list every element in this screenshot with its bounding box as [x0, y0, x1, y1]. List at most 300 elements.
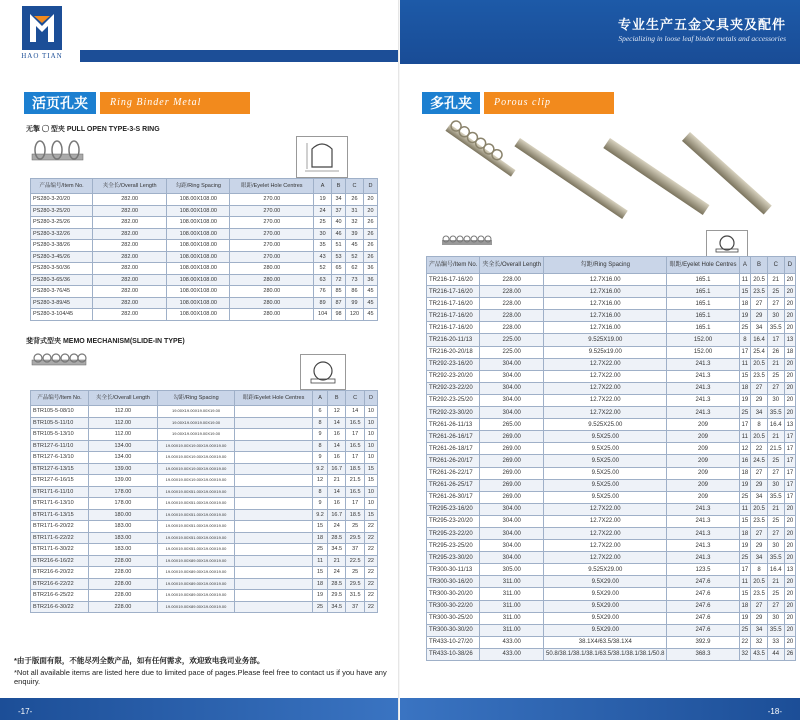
table-cell: 10	[364, 440, 377, 452]
table-cell: 19.00X19.00X51.00X19.00X19.00	[157, 521, 234, 533]
table-row	[427, 491, 796, 503]
table-cell: 20	[784, 394, 796, 406]
table-cell: 20	[784, 636, 796, 648]
table-cell: 247.6	[667, 600, 739, 612]
table-cell: 34.5	[327, 601, 345, 613]
table-cell: 9.5X25.00	[544, 431, 667, 443]
table-cell: 43.5	[751, 648, 768, 660]
table-cell: 17	[784, 479, 796, 491]
table-cell	[235, 521, 313, 533]
table-cell	[235, 578, 313, 590]
table-row	[31, 309, 378, 321]
table-cell: 38.1X4/63.5/38.1X4	[544, 636, 667, 648]
table-cell: 25	[739, 552, 751, 564]
table-cell: 17	[346, 429, 364, 441]
table-cell: 19.00X19.00X51.00X19.00X19.00	[157, 532, 234, 544]
table-cell: 19.00X19.00X51.00X19.00X19.00	[157, 498, 234, 510]
table-cell: 139.00	[88, 463, 157, 475]
table-cell: TR295-23-22/20	[427, 527, 480, 539]
right-header-title: 专业生产五金文具夹及配件	[617, 17, 786, 32]
table-cell: 20	[784, 370, 796, 382]
table-row	[427, 382, 796, 394]
table-cell: 20	[784, 552, 796, 564]
table-cell: 282.00	[93, 217, 167, 229]
table-cell: 108.00X108.00	[167, 194, 230, 206]
table-cell: 152.00	[667, 346, 739, 358]
table-cell: 241.3	[667, 503, 739, 515]
table-cell: TR300-30-20/20	[427, 588, 480, 600]
table-cell: 27	[751, 298, 768, 310]
table-cell: 35.5	[767, 407, 784, 419]
table-cell: 34.5	[327, 544, 345, 556]
table-cell: 368.3	[667, 648, 739, 660]
table-cell: 39	[346, 228, 364, 240]
table-cell: 21.5	[767, 443, 784, 455]
table-cell: 44	[767, 648, 784, 660]
table-cell: 183.00	[88, 544, 157, 556]
table-cell: 165.1	[667, 322, 739, 334]
table-cell: 282.00	[93, 194, 167, 206]
table-cell: 29.5	[327, 590, 345, 602]
memo-mechanism-table	[30, 390, 378, 613]
table-cell: 30	[314, 228, 332, 240]
table-cell: 269.00	[480, 443, 544, 455]
table-row	[31, 205, 378, 217]
table-cell: TR433-10-27/20	[427, 636, 480, 648]
table-cell: 51	[332, 240, 346, 252]
table-cell: 25.4	[751, 346, 768, 358]
table-cell: 23.5	[751, 588, 768, 600]
table-cell: 9.2	[313, 509, 328, 521]
porous-clip-thumb-image	[440, 232, 495, 248]
table-cell: 19	[739, 394, 751, 406]
table-row	[427, 527, 796, 539]
table-cell: 11	[739, 503, 751, 515]
table-cell: 9.5X29.00	[544, 624, 667, 636]
table-cell: 247.6	[667, 576, 739, 588]
table-cell: 27	[767, 298, 784, 310]
table-cell: 36	[363, 263, 377, 275]
table-cell: 19.00X19.00X51.00X19.00X19.00	[157, 509, 234, 521]
table-cell: 228.00	[480, 298, 544, 310]
table-cell: 241.3	[667, 527, 739, 539]
table-cell: 32	[346, 217, 364, 229]
table-cell: 16.5	[346, 440, 364, 452]
table-cell: 14	[346, 406, 364, 418]
table-cell: 8	[739, 334, 751, 346]
table-cell: 112.00	[88, 406, 157, 418]
column-header: B	[327, 391, 345, 406]
table-cell: 15	[739, 370, 751, 382]
table-cell: 52	[314, 263, 332, 275]
ring-dimension-diagram	[296, 136, 348, 178]
table-cell: 8	[313, 486, 328, 498]
table-cell: 34	[751, 624, 768, 636]
table-cell: 20	[784, 624, 796, 636]
table-cell: 241.3	[667, 382, 739, 394]
table-cell: 18	[739, 527, 751, 539]
table-cell: 19	[313, 590, 328, 602]
table-row	[427, 600, 796, 612]
table-cell: 17	[767, 334, 784, 346]
table-cell: 20	[784, 407, 796, 419]
column-header: 勾距/Ring Spacing	[544, 257, 667, 274]
table-cell: 304.00	[480, 552, 544, 564]
table-cell: 34	[751, 552, 768, 564]
table-cell: 20	[363, 205, 377, 217]
page-number-right: -18-	[767, 707, 782, 716]
table2-title: 斐背式型夹 MEMO MECHANISM(SLIDE-IN TYPE)	[26, 338, 185, 345]
table-cell: 209	[667, 419, 739, 431]
table-cell: 270.00	[230, 240, 314, 252]
table-cell: 12.7X16.00	[544, 274, 667, 286]
table-cell: BTR127-6-13/15	[31, 463, 89, 475]
memo-dimension-diagram	[300, 354, 346, 390]
column-header: 眼距/Eyelet Hole Centres	[230, 179, 314, 194]
table-cell: 304.00	[480, 515, 544, 527]
table-cell: 19.00X19.00X19.00X19.00X19.00	[157, 452, 234, 464]
table-cell: 24	[314, 205, 332, 217]
table-cell: 52	[346, 251, 364, 263]
table-cell: 20	[784, 286, 796, 298]
table-cell: 19.00X19.00X89.00X19.00X19.00	[157, 578, 234, 590]
table-cell: 9.525X25.00	[544, 419, 667, 431]
table-cell: 19.00X19.00X19.00X19.00X19.00	[157, 475, 234, 487]
table-cell: 18	[313, 578, 328, 590]
table-cell: 24.5	[751, 455, 768, 467]
table-cell: 27	[767, 527, 784, 539]
table-cell: 15	[739, 588, 751, 600]
table-cell: 241.3	[667, 552, 739, 564]
table-cell: 270.00	[230, 205, 314, 217]
table-cell: 37	[332, 205, 346, 217]
table-cell: 45	[363, 286, 377, 298]
table-cell: 304.00	[480, 407, 544, 419]
table-cell: BTR105-5-13/10	[31, 429, 89, 441]
table-cell: 280.00	[230, 274, 314, 286]
table-cell: 22	[364, 601, 377, 613]
table-cell: 29.5	[346, 532, 364, 544]
table-cell: 29	[751, 479, 768, 491]
table-cell: 14	[327, 417, 345, 429]
table-cell: BTR105-5-08/10	[31, 406, 89, 418]
table-cell: 12.7X22.00	[544, 407, 667, 419]
table-cell: 25	[739, 407, 751, 419]
table-cell: 9.5X25.00	[544, 467, 667, 479]
table-cell: 36	[363, 274, 377, 286]
table-cell: TR433-10-38/26	[427, 648, 480, 660]
table-cell: 76	[314, 286, 332, 298]
column-header: 产品编号/Item No.	[31, 179, 93, 194]
table-cell: 16	[327, 498, 345, 510]
table-row	[427, 479, 796, 491]
table-cell: TR261-26-16/17	[427, 431, 480, 443]
table-cell: 280.00	[230, 309, 314, 321]
table-cell: TR300-30-16/20	[427, 576, 480, 588]
table-cell: 22.5	[346, 555, 364, 567]
table-cell: 30	[767, 612, 784, 624]
table-cell: TR216-17-16/20	[427, 298, 480, 310]
table-cell: 282.00	[93, 309, 167, 321]
column-header: 眼距/Eyelet Hole Centres	[235, 391, 313, 406]
table-row	[427, 407, 796, 419]
table-cell: 304.00	[480, 358, 544, 370]
table-cell: 12.7X22.00	[544, 358, 667, 370]
table-cell: 108.00X108.00	[167, 274, 230, 286]
table-cell: 19	[739, 612, 751, 624]
table-cell: 228.00	[88, 601, 157, 613]
memo-mechanism-image	[30, 350, 88, 368]
table-cell: 19.00X19.00X19.00X19.00	[157, 417, 234, 429]
table-cell: 12.7X22.00	[544, 503, 667, 515]
table-cell: 17	[784, 491, 796, 503]
table-cell: 228.00	[88, 567, 157, 579]
table-row	[427, 540, 796, 552]
table-cell: 265.00	[480, 419, 544, 431]
column-header: D	[364, 391, 377, 406]
table-cell: 22	[364, 590, 377, 602]
table-cell: 20.5	[751, 358, 768, 370]
pull-open-ring-image	[30, 136, 85, 166]
table-cell: TR261-26-20/17	[427, 455, 480, 467]
table-cell: 20	[784, 527, 796, 539]
table-cell: 134.00	[88, 440, 157, 452]
table-cell: 37	[346, 601, 364, 613]
table-cell: PS280-3-65/36	[31, 274, 93, 286]
table-cell: 12.7X22.00	[544, 527, 667, 539]
table-cell: 32	[751, 636, 768, 648]
table-row	[31, 429, 378, 441]
table-cell: 9.5X25.00	[544, 479, 667, 491]
porous-clip-product-image	[430, 118, 780, 226]
table-cell: 311.00	[480, 600, 544, 612]
brand-name: HAO TIAN	[21, 52, 63, 60]
column-header: A	[739, 257, 751, 274]
table-cell: 108.00X108.00	[167, 251, 230, 263]
table-cell: 25	[767, 515, 784, 527]
table-cell: 19.00X19.00X89.00X19.00X19.00	[157, 555, 234, 567]
table-cell: 25	[739, 491, 751, 503]
table-cell: 25	[739, 322, 751, 334]
table-cell: TR261-26-30/17	[427, 491, 480, 503]
table-cell: BTR171-6-13/15	[31, 509, 89, 521]
table-cell: 21	[327, 555, 345, 567]
table-cell: 34	[751, 491, 768, 503]
table-row	[31, 406, 378, 418]
table-cell: 18.5	[346, 509, 364, 521]
table-cell: 35.5	[767, 491, 784, 503]
table-cell: 247.6	[667, 588, 739, 600]
table-cell: 26	[363, 228, 377, 240]
table-cell: 112.00	[88, 429, 157, 441]
table-cell: 25	[767, 588, 784, 600]
table-cell: 20	[363, 194, 377, 206]
table-cell: 22	[364, 521, 377, 533]
table-cell: 19.00X19.00X89.00X19.00X19.00	[157, 601, 234, 613]
table-row	[427, 274, 796, 286]
table-cell: 433.00	[480, 636, 544, 648]
table-row	[427, 334, 796, 346]
table-cell: 15	[313, 521, 328, 533]
table-cell: 228.00	[480, 310, 544, 322]
table-cell: 16	[327, 429, 345, 441]
right-header-subtitle: Specializing in loose leaf binder metals and accessories	[618, 34, 786, 43]
page-number-left: -17-	[18, 707, 33, 716]
table-cell: 25	[313, 601, 328, 613]
table-cell: 22	[364, 532, 377, 544]
table-cell: 25	[739, 624, 751, 636]
table-cell: 311.00	[480, 576, 544, 588]
section-title-en: Ring Binder Metal	[100, 92, 250, 114]
column-header: 产品编号/Item No.	[31, 391, 89, 406]
column-header: C	[346, 391, 364, 406]
table-cell: 9	[313, 452, 328, 464]
table-cell: 17	[346, 498, 364, 510]
table-cell: 108.00X108.00	[167, 217, 230, 229]
column-header: 眼距/Eyelet Hole Centres	[667, 257, 739, 274]
table-cell: 26	[784, 648, 796, 660]
table-cell: 178.00	[88, 498, 157, 510]
table-cell: 17	[784, 443, 796, 455]
table-row	[427, 636, 796, 648]
table-row	[427, 286, 796, 298]
table-cell: PS280-3-38/26	[31, 240, 93, 252]
table-cell: 311.00	[480, 624, 544, 636]
table-cell: 25	[346, 521, 364, 533]
table-cell: PS280-3-25/26	[31, 217, 93, 229]
table-cell: 11	[739, 358, 751, 370]
table-row	[427, 564, 796, 576]
table-cell: BTR127-6-13/10	[31, 452, 89, 464]
table-cell: 18	[784, 346, 796, 358]
table-cell: 22	[364, 555, 377, 567]
table-cell: 12.7X16.00	[544, 310, 667, 322]
table-row	[427, 431, 796, 443]
table-cell: 19.00X19.00X19.00X19.00	[157, 406, 234, 418]
table-cell: 304.00	[480, 394, 544, 406]
table-cell	[235, 590, 313, 602]
table-cell: 29	[751, 612, 768, 624]
table-cell: 165.1	[667, 298, 739, 310]
table-cell: 139.00	[88, 475, 157, 487]
table-row	[31, 521, 378, 533]
table-cell	[235, 567, 313, 579]
table-row	[427, 298, 796, 310]
table-cell: 9	[313, 498, 328, 510]
table-cell: TR292-23-22/20	[427, 382, 480, 394]
table-cell: 20.5	[751, 576, 768, 588]
table-row	[427, 310, 796, 322]
table-cell: 11	[313, 555, 328, 567]
section-title-cn: 活页孔夹	[24, 92, 96, 114]
table-row	[427, 648, 796, 660]
table-cell: 63	[314, 274, 332, 286]
table-cell: 16.4	[767, 419, 784, 431]
table-cell: 18	[739, 382, 751, 394]
table-cell: 17	[784, 467, 796, 479]
section-title-cn: 多孔夹	[422, 92, 480, 114]
table-cell: 22	[751, 443, 768, 455]
table-cell	[235, 452, 313, 464]
table-cell: 16.4	[767, 564, 784, 576]
table-cell	[235, 417, 313, 429]
table-cell: 9.5X29.00	[544, 600, 667, 612]
table-cell: 20	[784, 322, 796, 334]
table-cell: 31	[346, 205, 364, 217]
table-cell: 180.00	[88, 509, 157, 521]
table-cell: 9.525X29.00	[544, 564, 667, 576]
table-row	[31, 251, 378, 263]
table-cell: TR295-23-16/20	[427, 503, 480, 515]
table-row	[31, 263, 378, 275]
table-cell: 13	[784, 334, 796, 346]
table-cell: 16.4	[751, 334, 768, 346]
table-cell: 19.00X19.00X89.00X19.00X19.00	[157, 590, 234, 602]
table-cell: 16.5	[346, 417, 364, 429]
table-row	[427, 552, 796, 564]
table-cell: 9.5X25.00	[544, 455, 667, 467]
table-cell: 25	[314, 217, 332, 229]
table-cell: 18	[739, 467, 751, 479]
table-cell: 247.6	[667, 624, 739, 636]
column-header: 勾距/Ring Spacing	[157, 391, 234, 406]
table-row	[31, 274, 378, 286]
table-cell: 18.5	[346, 463, 364, 475]
table-cell: 20	[784, 310, 796, 322]
table-cell: 123.5	[667, 564, 739, 576]
table-cell: 34	[751, 407, 768, 419]
table-cell: 9.2	[313, 463, 328, 475]
table-cell: 17	[739, 419, 751, 431]
table-cell: 29	[751, 540, 768, 552]
table-cell: TR300-30-30/20	[427, 624, 480, 636]
table-cell: 304.00	[480, 503, 544, 515]
table-cell: 20	[784, 515, 796, 527]
section-header-ring-binder	[24, 92, 244, 114]
table-cell: 241.3	[667, 540, 739, 552]
table-cell: 8	[751, 564, 768, 576]
table-cell: BTR216-6-30/22	[31, 601, 89, 613]
table-cell	[235, 475, 313, 487]
table-cell: 26	[346, 194, 364, 206]
table-cell: 22	[364, 544, 377, 556]
table-cell: 270.00	[230, 228, 314, 240]
table-cell: TR300-30-11/13	[427, 564, 480, 576]
table1-title: 无掣 ◯ 型夹 PULL OPEN TYPE-3-S RING	[26, 126, 160, 133]
table-cell: 241.3	[667, 515, 739, 527]
table-cell: PS280-3-32/26	[31, 228, 93, 240]
column-header: D	[784, 257, 796, 274]
table-cell: TR295-23-20/20	[427, 515, 480, 527]
table-cell: 30	[767, 394, 784, 406]
table-cell: 43	[314, 251, 332, 263]
table-cell: 16	[327, 452, 345, 464]
table-cell: 86	[346, 286, 364, 298]
table-row	[31, 228, 378, 240]
table-row	[31, 240, 378, 252]
table-cell: 20	[784, 274, 796, 286]
table-cell: 34	[332, 194, 346, 206]
table-cell: 9.5X29.00	[544, 612, 667, 624]
table-cell: BTR216-6-25/22	[31, 590, 89, 602]
table-cell	[235, 601, 313, 613]
table-cell: 21	[767, 431, 784, 443]
table-cell: 108.00X108.00	[167, 205, 230, 217]
table-cell: 228.00	[480, 322, 544, 334]
table-cell	[235, 555, 313, 567]
table-cell: 280.00	[230, 297, 314, 309]
table-row	[427, 503, 796, 515]
